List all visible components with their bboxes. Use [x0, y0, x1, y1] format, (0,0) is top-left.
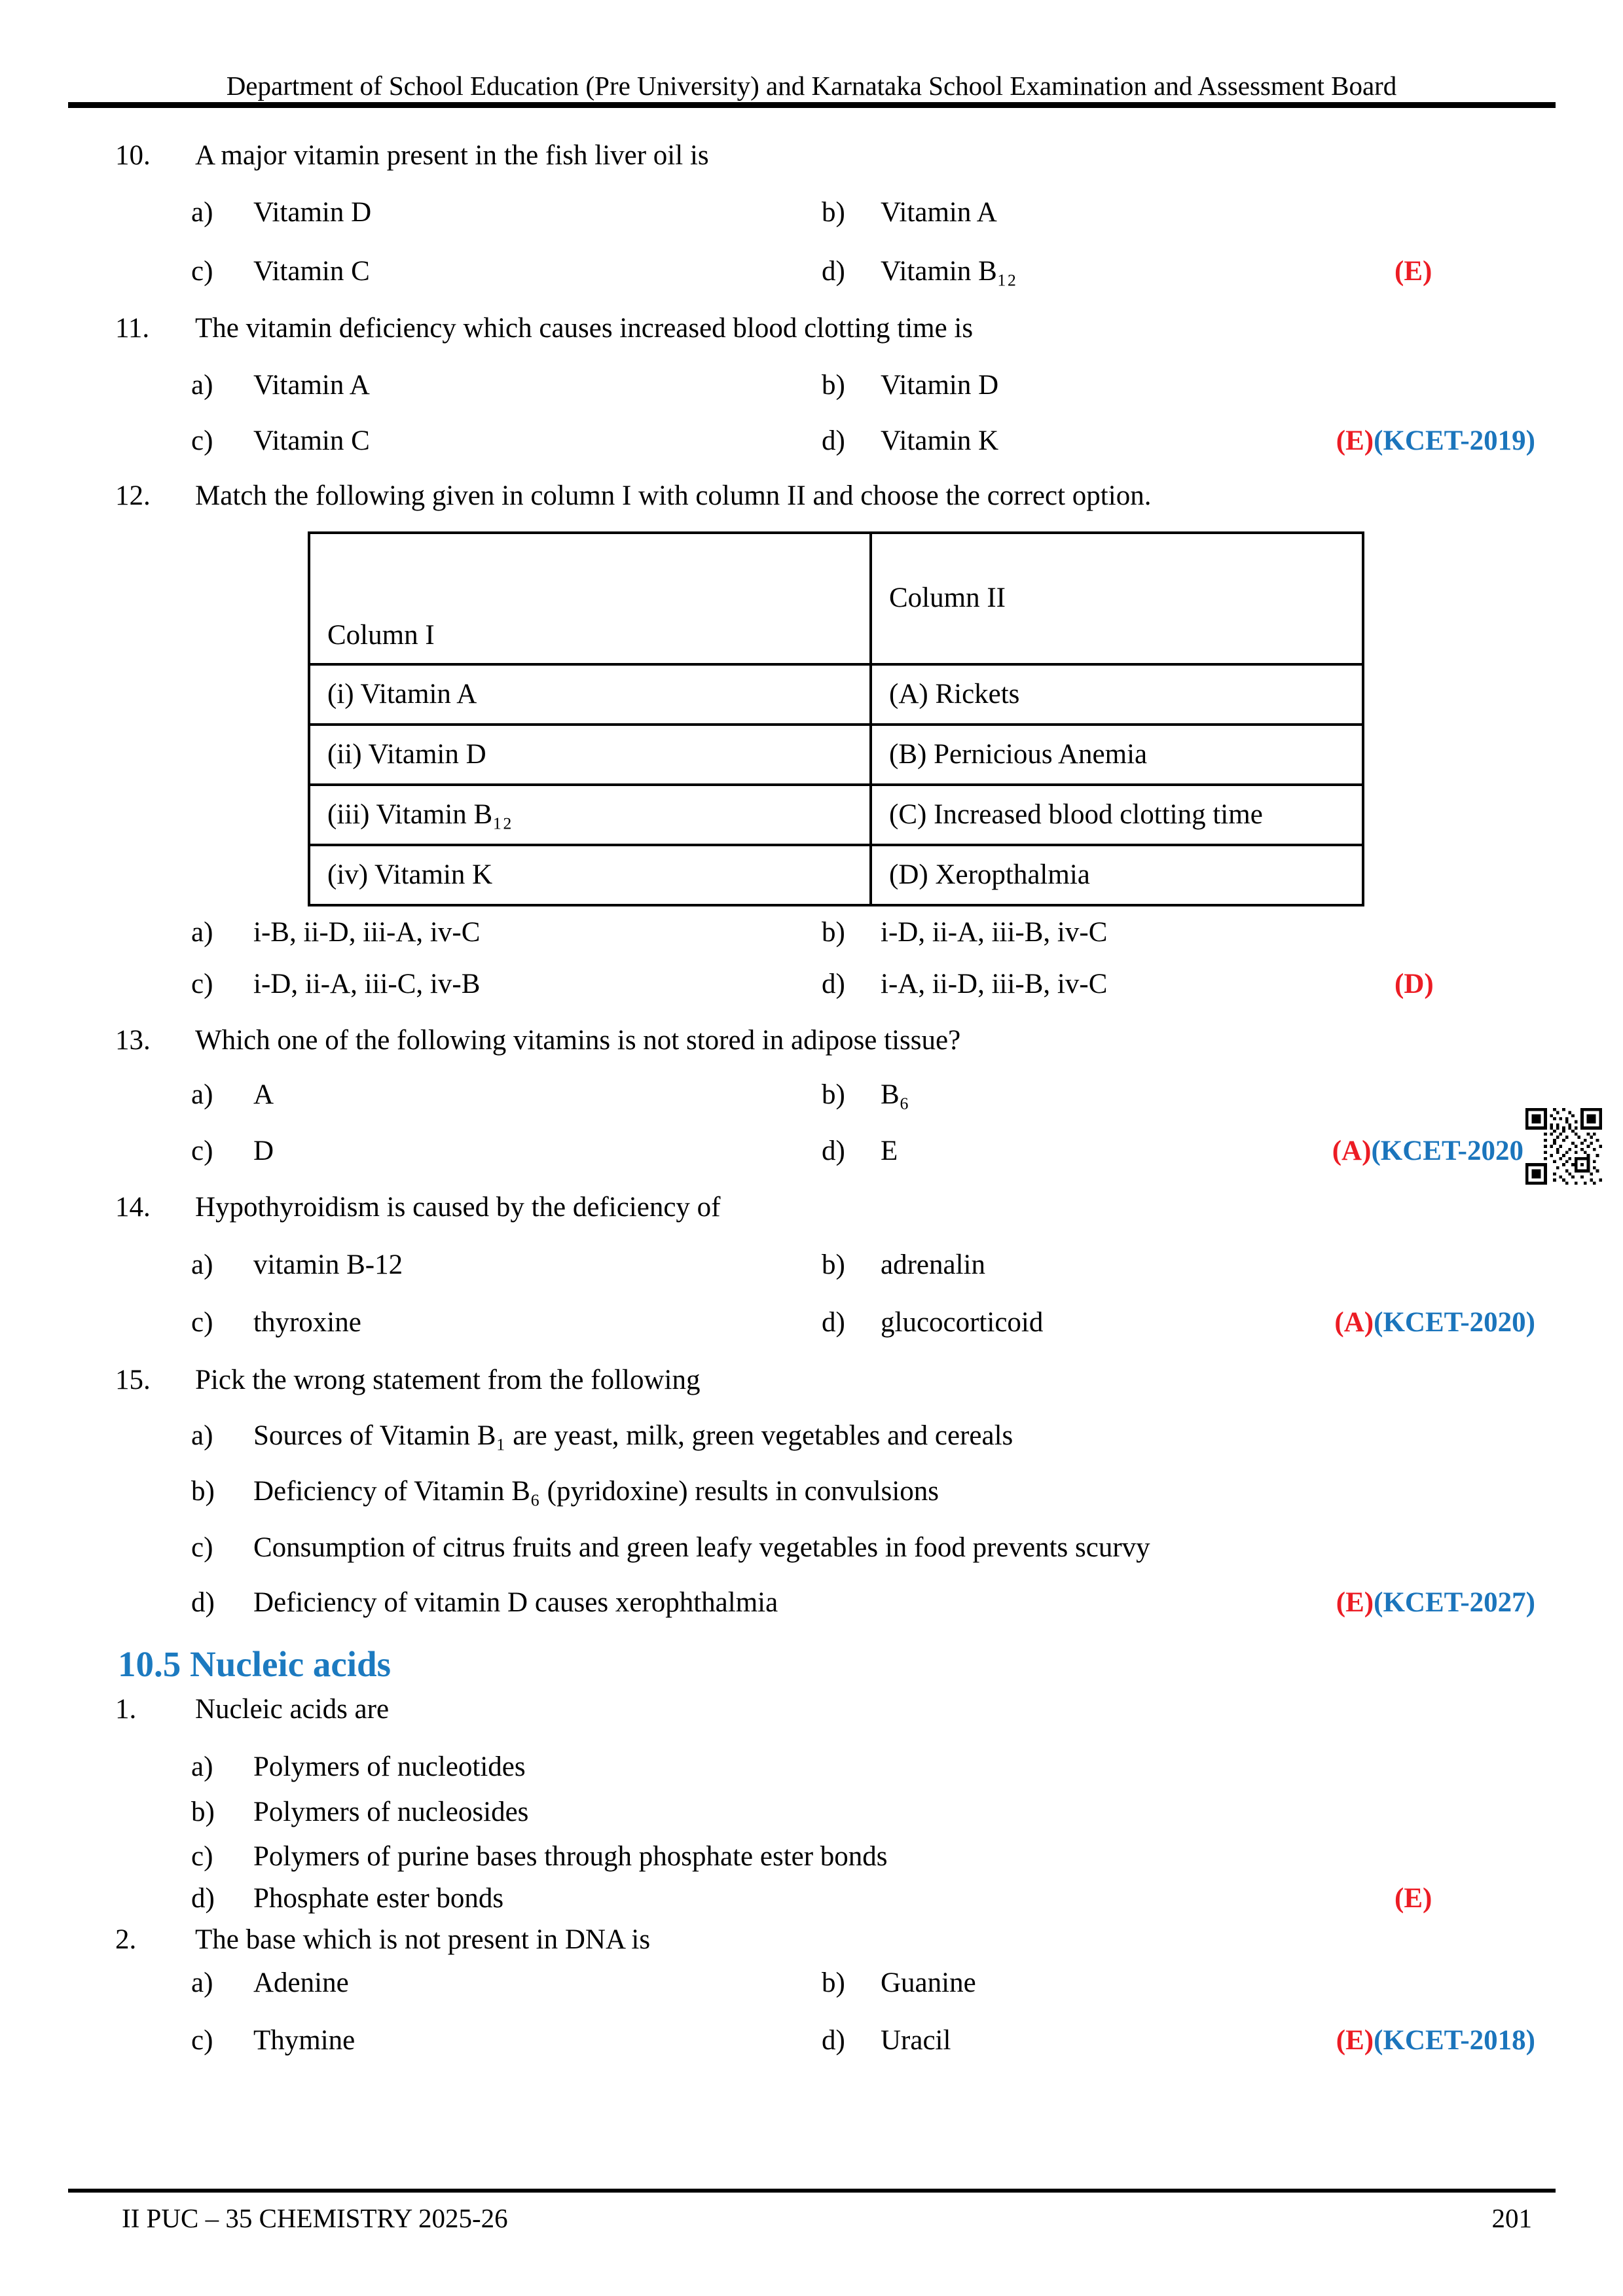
option-text: Sources of Vitamin B₁ are yeast, milk, green vegetables and cereals — [253, 1420, 1013, 1451]
option-text: A — [253, 1079, 274, 1110]
option-text: E — [881, 1136, 898, 1166]
answer-key: (E)(KCET-2019) — [1336, 425, 1535, 456]
answer-key: (A)(KCET-2020) — [1334, 1307, 1535, 1338]
page-header — [0, 69, 1623, 102]
question-text: Pick the wrong statement from the following — [195, 1365, 701, 1395]
option-text: Deficiency of Vitamin B₆ (pyridoxine) results in convulsions — [253, 1476, 939, 1507]
option-text: Vitamin D — [881, 370, 999, 401]
option-text: D — [253, 1136, 274, 1166]
table-cell: (B) Pernicious Anemia — [889, 739, 1148, 770]
option-text: glucocorticoid — [881, 1307, 1044, 1338]
header-rule — [68, 102, 1556, 108]
question-number: 1. — [115, 1694, 137, 1725]
option-label: b) — [191, 1797, 215, 1827]
question-15-option-d — [0, 1586, 1623, 1620]
option-text: adrenalin — [881, 1249, 985, 1280]
option-text: Phosphate ester bonds — [253, 1883, 504, 1914]
option-label: b) — [191, 1476, 215, 1507]
option-text: Vitamin B₁₂ — [881, 256, 1017, 287]
option-label: a) — [191, 197, 213, 228]
option-label: c) — [191, 1532, 213, 1563]
table-cell: (D) Xeropthalmia — [889, 859, 1090, 890]
option-label: c) — [191, 1136, 213, 1166]
option-label: a) — [191, 1751, 213, 1782]
question-number: 2. — [115, 1924, 137, 1955]
question-13 — [0, 1024, 1623, 1058]
question-11 — [0, 312, 1623, 346]
answer-key: (E) — [1395, 1883, 1432, 1914]
option-label: b) — [822, 1079, 845, 1110]
question-14 — [0, 1191, 1623, 1225]
option-text: Vitamin D — [253, 197, 372, 228]
option-text: vitamin B-12 — [253, 1249, 403, 1280]
match-table — [308, 531, 1364, 906]
table-cell: (C) Increased blood clotting time — [889, 799, 1263, 830]
answer-key: (E) — [1395, 256, 1432, 287]
question-10-options-ab — [0, 196, 1623, 230]
question-12-options-cd — [0, 967, 1623, 1001]
option-label: c) — [191, 1307, 213, 1338]
option-label: d) — [191, 1587, 215, 1618]
match-table-header-cell — [872, 534, 1362, 663]
question-10-options-cd — [0, 255, 1623, 289]
question-11-options-ab — [0, 368, 1623, 403]
option-text: i-D, ii-A, iii-C, iv-B — [253, 969, 481, 999]
question-text: Nucleic acids are — [195, 1694, 390, 1725]
option-label: c) — [191, 425, 213, 456]
option-label: c) — [191, 969, 213, 999]
question-1-option-d — [0, 1882, 1623, 1916]
question-10 — [0, 139, 1623, 173]
table-cell: (ii) Vitamin D — [327, 739, 486, 770]
option-text: Adenine — [253, 1967, 349, 1998]
match-table-header-row — [310, 534, 1362, 663]
question-number: 15. — [115, 1365, 151, 1395]
option-text: Guanine — [881, 1967, 976, 1998]
question-text: Which one of the following vitamins is not stored in adipose tissue? — [195, 1025, 961, 1056]
question-15-option-c — [0, 1531, 1623, 1565]
question-14-options-ab — [0, 1248, 1623, 1282]
question-text: A major vitamin present in the fish liver oil is — [195, 140, 709, 171]
question-13-options-ab — [0, 1078, 1623, 1112]
column-1-header: Column I — [327, 620, 435, 651]
option-label: d) — [822, 1136, 845, 1166]
option-label: a) — [191, 1420, 213, 1451]
option-label: a) — [191, 917, 213, 948]
question-1-option-b — [0, 1795, 1623, 1829]
question-14-options-cd — [0, 1306, 1623, 1340]
option-text: i-B, ii-D, iii-A, iv-C — [253, 917, 481, 948]
option-label: a) — [191, 370, 213, 401]
question-12 — [0, 479, 1623, 513]
option-label: c) — [191, 1841, 213, 1872]
option-label: d) — [822, 969, 845, 999]
table-row — [310, 783, 1362, 844]
option-text: Polymers of nucleotides — [253, 1751, 526, 1782]
option-text: Polymers of nucleosides — [253, 1797, 529, 1827]
question-number: 11. — [115, 313, 150, 344]
table-row — [310, 844, 1362, 904]
option-label: c) — [191, 2025, 213, 2056]
question-15-option-b — [0, 1475, 1623, 1509]
page-header-title: Department of School Education (Pre University) and Karnataka School Examination and Assessment Board — [226, 71, 1397, 101]
option-label: c) — [191, 256, 213, 287]
table-cell: (A) Rickets — [889, 679, 1020, 709]
option-text: Vitamin A — [881, 197, 997, 228]
footer-page-number: 201 — [1491, 2203, 1532, 2233]
option-text: Deficiency of vitamin D causes xerophthalmia — [253, 1587, 778, 1618]
option-label: b) — [822, 1249, 845, 1280]
column-2-header: Column II — [889, 583, 1006, 613]
page-footer — [0, 2201, 1623, 2235]
answer-key: (A)(KCET-2020 — [1332, 1136, 1523, 1166]
question-number: 12. — [115, 480, 151, 511]
question-text: Hypothyroidism is caused by the deficiency of — [195, 1192, 721, 1223]
answer-key: (D) — [1395, 969, 1434, 999]
answer-key: (E)(KCET-2018) — [1336, 2025, 1535, 2056]
question-text: Match the following given in column I with column II and choose the correct option. — [195, 480, 1152, 511]
option-label: b) — [822, 1967, 845, 1998]
table-cell: (i) Vitamin A — [327, 679, 477, 709]
option-text: Thymine — [253, 2025, 356, 2056]
table-cell: (iv) Vitamin K — [327, 859, 493, 890]
option-text: i-D, ii-A, iii-B, iv-C — [881, 917, 1108, 948]
option-label: a) — [191, 1967, 213, 1998]
question-text: The base which is not present in DNA is — [195, 1924, 651, 1955]
option-label: d) — [191, 1883, 215, 1914]
option-text: Uracil — [881, 2025, 951, 2056]
option-label: d) — [822, 256, 845, 287]
qr-code-icon — [1525, 1108, 1602, 1185]
option-text: Consumption of citrus fruits and green leafy vegetables in food prevents scurvy — [253, 1532, 1150, 1563]
question-text: The vitamin deficiency which causes increased blood clotting time is — [195, 313, 974, 344]
table-row — [310, 723, 1362, 783]
section-heading: 10.5 Nucleic acids — [118, 1644, 392, 1684]
question-2 — [0, 1923, 1623, 1957]
question-number: 13. — [115, 1025, 151, 1056]
table-row — [310, 663, 1362, 723]
option-label: b) — [822, 370, 845, 401]
option-text: B₆ — [881, 1079, 909, 1110]
footer-rule — [68, 2189, 1556, 2193]
question-2-options-ab — [0, 1966, 1623, 2000]
option-label: b) — [822, 197, 845, 228]
option-text: i-A, ii-D, iii-B, iv-C — [881, 969, 1108, 999]
question-number: 14. — [115, 1192, 151, 1223]
question-number: 10. — [115, 140, 151, 171]
match-table-header-cell — [310, 534, 872, 663]
option-text: Vitamin C — [253, 425, 370, 456]
question-15-option-a — [0, 1419, 1623, 1453]
option-text: Vitamin K — [881, 425, 999, 456]
question-11-options-cd — [0, 424, 1623, 458]
option-label: a) — [191, 1079, 213, 1110]
option-text: Vitamin A — [253, 370, 370, 401]
option-text: Polymers of purine bases through phosphate ester bonds — [253, 1841, 888, 1872]
option-label: d) — [822, 425, 845, 456]
option-text: Vitamin C — [253, 256, 370, 287]
option-label: b) — [822, 917, 845, 948]
question-12-options-ab — [0, 916, 1623, 950]
option-label: d) — [822, 2025, 845, 2056]
question-2-options-cd — [0, 2024, 1623, 2058]
question-1 — [0, 1693, 1623, 1727]
answer-key: (E)(KCET-2027) — [1336, 1587, 1535, 1618]
question-13-options-cd — [0, 1134, 1623, 1168]
option-label: a) — [191, 1249, 213, 1280]
question-1-option-a — [0, 1750, 1623, 1784]
question-15 — [0, 1363, 1623, 1397]
question-1-option-c — [0, 1840, 1623, 1874]
option-label: d) — [822, 1307, 845, 1338]
footer-document-title: II PUC – 35 CHEMISTRY 2025-26 — [122, 2203, 508, 2233]
table-cell: (iii) Vitamin B₁₂ — [327, 799, 513, 830]
option-text: thyroxine — [253, 1307, 361, 1338]
